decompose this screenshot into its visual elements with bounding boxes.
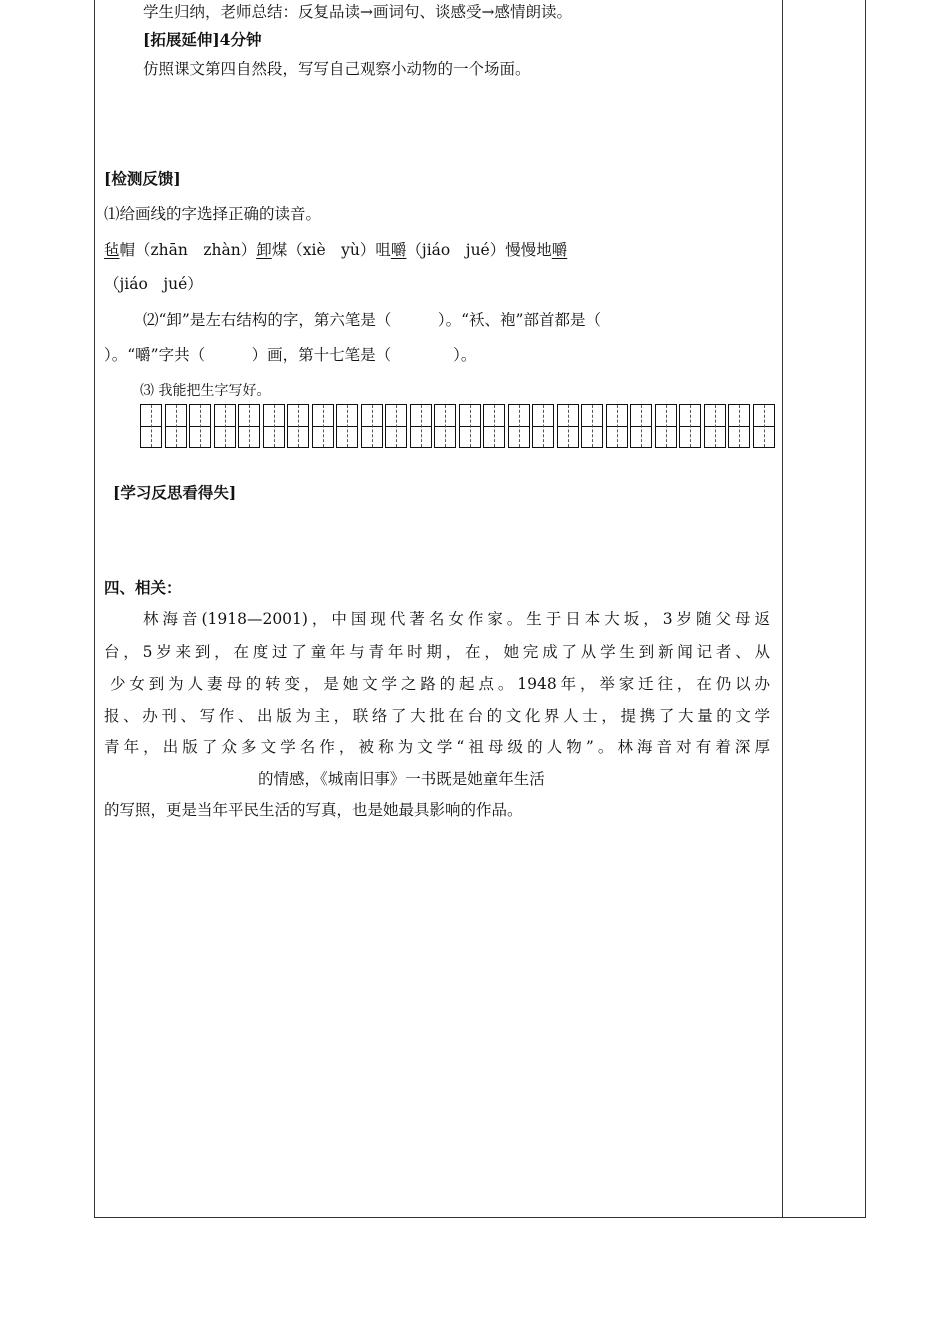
writing-cell (336, 404, 358, 448)
writing-cell (581, 404, 603, 448)
writing-cell (459, 404, 481, 448)
q1-word2-rest: 煤（xiè yù）咀 (271, 241, 391, 259)
q2-line1: ⑵“卸”是左右结构的字，第六笔是（ ）。“袄、袍”部首都是（ (143, 311, 601, 329)
q1-word4-char: 嚼 (551, 241, 568, 259)
writing-cell (532, 404, 554, 448)
writing-cell (655, 404, 677, 448)
table-left-border (94, 0, 95, 1218)
q1-prompt: ⑴给画线的字选择正确的读音。 (104, 205, 322, 223)
writing-cell (238, 404, 260, 448)
writing-cell (263, 404, 285, 448)
reflection-heading: [学习反思看得失] (113, 483, 237, 502)
writing-cell (214, 404, 236, 448)
q1-word3-char: 嚼 (390, 241, 407, 259)
q1-pinyin-line2: （jiáo jué） (104, 275, 203, 293)
related-heading: 四、相关： (104, 578, 182, 597)
related-line4: 报、办刊、写作、出版为主，联络了大批在台的文化界人士，提携了大量的文学 (104, 707, 770, 725)
writing-cell (704, 404, 726, 448)
writing-cell (508, 404, 530, 448)
q1-pinyin-line (104, 240, 567, 260)
writing-cell (165, 404, 187, 448)
writing-grid (140, 404, 777, 450)
feedback-heading: [检测反馈] (104, 169, 181, 188)
related-line1: 林海音(1918—2001)，中国现代著名女作家。生于日本大坂，3岁随父母返 (143, 610, 770, 628)
writing-cell (361, 404, 383, 448)
q2-line2: ）。“嚼”字共（ ）画，第十七笔是（ ）。 (104, 346, 477, 364)
writing-cell (483, 404, 505, 448)
writing-cell (434, 404, 456, 448)
extend-task: 仿照课文第四自然段，写写自己观察小动物的一个场面。 (143, 60, 531, 78)
writing-cell (385, 404, 407, 448)
writing-cell (606, 404, 628, 448)
table-right-border (865, 0, 866, 1218)
related-line7: 的写照，更是当年平民生活的写真，也是她最具影响的作品。 (104, 801, 523, 819)
summary-line: 学生归纳，老师总结：反复品读→画词句、谈感受→感情朗读。 (143, 3, 572, 21)
writing-cell (557, 404, 579, 448)
q1-word3-rest: （jiáo jué）慢慢地 (406, 241, 552, 259)
writing-cell (728, 404, 750, 448)
table-column-divider (782, 0, 783, 1218)
related-line6: 的情感，《城南旧事》一书既是她童年生活 (258, 770, 545, 788)
extend-heading: [拓展延伸]4分钟 (143, 30, 262, 49)
writing-cell (679, 404, 701, 448)
q1-word1-char: 毡 (104, 241, 120, 259)
q1-word2-char: 卸 (256, 241, 272, 259)
writing-cell (312, 404, 334, 448)
q1-word1-rest: 帽（zhān zhàn） (119, 241, 257, 259)
writing-cell (287, 404, 309, 448)
writing-cell (753, 404, 775, 448)
related-line5: 青年，出版了众多文学名作，被称为文学“祖母级的人物”。林海音对有着深厚 (104, 738, 770, 756)
table-bottom-border (94, 1217, 866, 1218)
writing-cell (410, 404, 432, 448)
writing-cell (140, 404, 162, 448)
q3-prompt: ⑶ 我能把生字写好。 (140, 383, 271, 399)
writing-cell (630, 404, 652, 448)
related-line3: 少女到为人妻母的转变，是她文学之路的起点。1948年，举家迁往，在仍以办 (110, 675, 770, 693)
related-line2: 台，5岁来到，在度过了童年与青年时期，在，她完成了从学生到新闻记者、从 (104, 643, 770, 661)
writing-cell (189, 404, 211, 448)
